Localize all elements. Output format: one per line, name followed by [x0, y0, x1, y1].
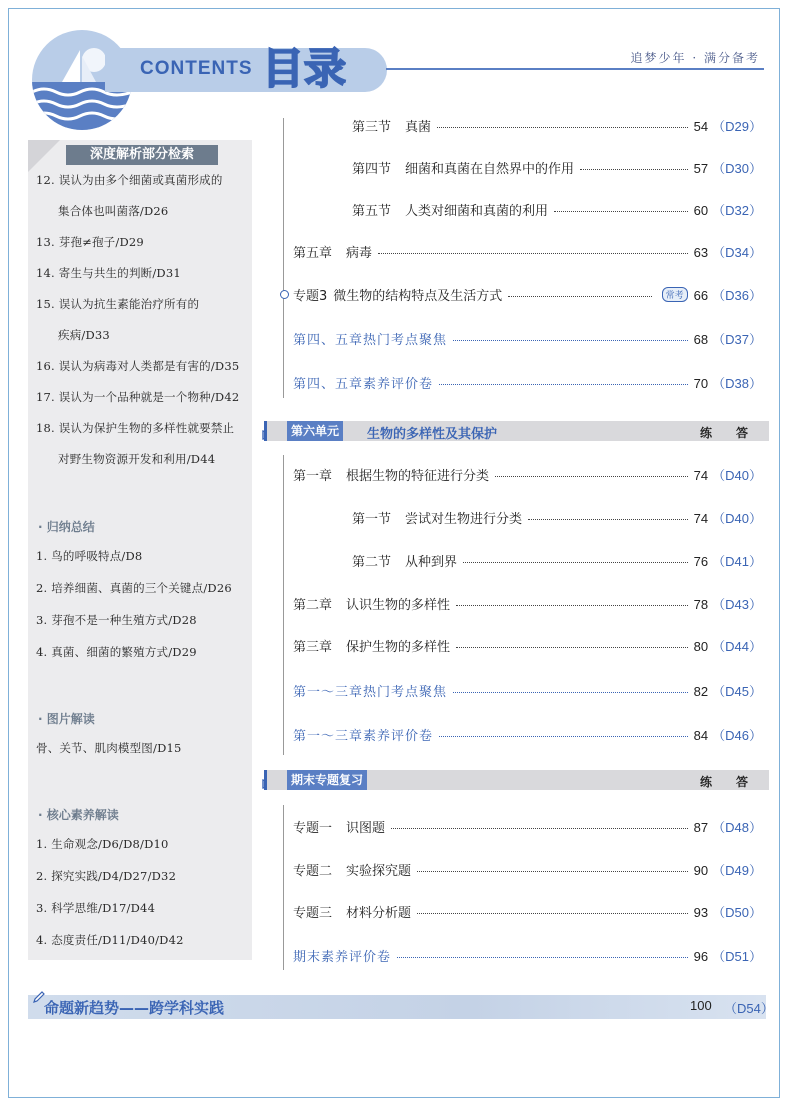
toc-page: 93: [693, 905, 709, 920]
toc-ref: （D29）: [712, 119, 762, 134]
toc-entry[interactable]: [293, 681, 762, 701]
left-panel-title: 深度解析部分检索: [66, 145, 218, 165]
toc-title: 第四、五章素养评价卷: [293, 377, 434, 392]
leader-dots: [495, 476, 688, 477]
toc-title: 人类对细菌和真菌的利用: [405, 204, 549, 219]
special-topic-bullet-icon: [280, 290, 289, 299]
leader-dots: [554, 211, 688, 212]
toc-page: 84: [693, 728, 709, 743]
summary-item: 2. 培养细菌、真菌的三个关键点/D26: [36, 581, 232, 595]
contents-word: CONTENTS: [140, 58, 253, 79]
header-rule: [386, 68, 764, 70]
misconception-item: 13. 芽孢≠孢子/D29: [36, 235, 144, 249]
misconception-item: 16. 误认为病毒对人类都是有害的/D35: [36, 359, 240, 373]
summary-item: 1. 鸟的呼吸特点/D8: [36, 549, 143, 563]
toc-page: 96: [693, 949, 709, 964]
toc-label: 第三章: [293, 640, 333, 655]
misconception-item: 对野生物资源开发和利用/D44: [58, 452, 216, 466]
toc-page: 87: [693, 820, 709, 835]
toc-title: 第四、五章热门考点聚焦: [293, 333, 448, 348]
toc-ref: （D44）: [712, 639, 762, 654]
toc-ref: （D48）: [712, 820, 762, 835]
toc-ref: （D37）: [712, 332, 762, 347]
practice-column-label: 练: [700, 426, 713, 440]
toc-page: 74: [693, 468, 709, 483]
toc-title: 材料分析题: [346, 906, 412, 921]
toc-title: 认识生物的多样性: [346, 598, 451, 613]
toc-entry[interactable]: [293, 373, 762, 393]
toc-ref: （D43）: [712, 597, 762, 612]
toc-page: 68: [693, 332, 709, 347]
toc-label: 第一章: [293, 469, 333, 484]
toc-title: 根据生物的特征进行分类: [346, 469, 490, 484]
toc-label: 专题一: [293, 821, 333, 836]
toc-page: 90: [693, 863, 709, 878]
toc-ref: （D51）: [712, 949, 762, 964]
misconception-item: 17. 误认为一个品种就是一个物种/D42: [36, 390, 240, 404]
toc-ref: （D36）: [712, 288, 762, 303]
toc-label: 第五章: [293, 246, 333, 261]
summary-item: 3. 芽孢不是一种生殖方式/D28: [36, 613, 197, 627]
toc-title: 第一～三章素养评价卷: [293, 729, 434, 744]
toc-label: 第四节: [352, 162, 392, 177]
toc-page: 63: [693, 245, 709, 260]
summary-item: 4. 真菌、细菌的繁殖方式/D29: [36, 645, 197, 659]
toc-title: 尝试对生物进行分类: [405, 512, 523, 527]
slogan: 追梦少年 · 满分备考: [630, 51, 760, 65]
leader-dots: [453, 692, 688, 693]
toc-ref: （D45）: [712, 684, 762, 699]
toc-entry[interactable]: [293, 594, 762, 614]
toc-ref: （D40）: [712, 468, 762, 483]
picture-heading: · 图片解读: [38, 712, 95, 726]
leader-dots: [417, 913, 688, 914]
leader-dots: [508, 296, 651, 297]
toc-entry[interactable]: [293, 860, 762, 880]
toc-label: 专题3: [293, 289, 328, 304]
misconception-item: 14. 寄生与共生的判断/D31: [36, 266, 181, 280]
toc-entry[interactable]: [293, 902, 762, 922]
toc-label: 第二章: [293, 598, 333, 613]
unit6-label: 第六单元: [287, 421, 343, 441]
page-fold-corner: [28, 140, 60, 172]
practice-column-label: 练: [700, 775, 713, 789]
leader-dots: [437, 127, 688, 128]
toc-ref: （D34）: [712, 245, 762, 260]
toc-entry[interactable]: [293, 817, 762, 837]
toc-entry[interactable]: [293, 465, 762, 485]
toc-ref: （D38）: [712, 376, 762, 391]
toc-title: 从种到界: [405, 555, 458, 570]
leader-dots: [456, 605, 688, 606]
toc-entry[interactable]: [352, 200, 762, 220]
toc-entry[interactable]: [293, 636, 762, 656]
final-label: 期末专题复习: [287, 770, 367, 790]
literacy-item: 4. 态度责任/D11/D40/D42: [36, 933, 184, 947]
leader-dots: [453, 340, 688, 341]
toc-page: 70: [693, 376, 709, 391]
toc-entry[interactable]: [293, 329, 762, 349]
leader-dots: [439, 736, 688, 737]
literacy-item: 3. 科学思维/D17/D44: [36, 901, 156, 915]
leader-dots: [456, 647, 688, 648]
toc-page: 54: [693, 119, 709, 134]
toc-ref: （D46）: [712, 728, 762, 743]
toc-ref: （D41）: [712, 554, 762, 569]
misconception-item: 18. 误认为保护生物的多样性就要禁止: [36, 421, 235, 435]
misconception-item: 疾病/D33: [58, 328, 110, 342]
toc-entry[interactable]: [352, 158, 762, 178]
toc-page: 76: [693, 554, 709, 569]
leader-dots: [439, 384, 688, 385]
toc-label: 第三节: [352, 120, 392, 135]
page-title: 目录: [262, 44, 347, 93]
summary-heading: · 归纳总结: [38, 520, 95, 534]
toc-page: 66: [693, 288, 709, 303]
toc-ref: （D30）: [712, 161, 762, 176]
toc-label: 第二节: [352, 555, 392, 570]
toc-title: 真菌: [405, 120, 432, 135]
toc-title: 实验探究题: [346, 864, 412, 879]
answer-column-label: 答: [736, 775, 749, 789]
toc-entry[interactable]: [352, 551, 762, 571]
toc-entry[interactable]: [352, 116, 762, 136]
toc-guide-line: [283, 805, 284, 970]
leader-dots: [417, 871, 688, 872]
toc-entry[interactable]: [293, 725, 762, 745]
toc-title: 细菌和真菌在自然界中的作用: [405, 162, 575, 177]
toc-title: 识图题: [346, 821, 386, 836]
misconception-item: 15. 误认为抗生素能治疗所有的: [36, 297, 200, 311]
picture-item: 骨、关节、肌肉模型图/D15: [36, 741, 182, 755]
toc-entry[interactable]: [293, 285, 762, 305]
trend-title[interactable]: 命题新趋势——跨学科实践: [44, 999, 225, 1017]
toc-page: 100: [690, 998, 712, 1013]
leader-dots: [378, 253, 688, 254]
toc-label: 第五节: [352, 204, 392, 219]
toc-page: 60: [693, 203, 709, 218]
toc-ref: （D49）: [712, 863, 762, 878]
leader-dots: [463, 562, 688, 563]
literacy-item: 2. 探究实践/D4/D27/D32: [36, 869, 177, 883]
misconception-item: 集合体也叫菌落/D26: [58, 204, 169, 218]
leader-dots: [391, 828, 688, 829]
toc-title: 微生物的结构特点及生活方式: [333, 289, 503, 304]
leader-dots: [397, 957, 688, 958]
toc-entry[interactable]: [293, 946, 762, 966]
literacy-item: 1. 生命观念/D6/D8/D10: [36, 837, 169, 851]
toc-label: 第一节: [352, 512, 392, 527]
toc-page: 78: [693, 597, 709, 612]
toc-entry[interactable]: [352, 508, 762, 528]
toc-title: 第一～三章热门考点聚焦: [293, 685, 448, 700]
literacy-heading: · 核心素养解读: [38, 808, 119, 822]
toc-label: 专题三: [293, 906, 333, 921]
toc-page: 82: [693, 684, 709, 699]
toc-title: 保护生物的多样性: [346, 640, 451, 655]
unit6-title: 生物的多样性及其保护: [367, 427, 498, 442]
toc-ref: （D50）: [712, 905, 762, 920]
toc-entry[interactable]: [293, 242, 762, 262]
misconception-item: 12. 误认为由多个细菌或真菌形成的: [36, 173, 223, 187]
toc-guide-line: [283, 118, 284, 398]
leader-dots: [528, 519, 688, 520]
toc-ref: （D40）: [712, 511, 762, 526]
frequent-badge: 常考: [662, 287, 688, 302]
leader-dots: [580, 169, 688, 170]
toc-ref: （D54）: [724, 1001, 774, 1016]
toc-ref: （D32）: [712, 203, 762, 218]
toc-guide-line: [283, 455, 284, 755]
toc-page: 74: [693, 511, 709, 526]
toc-page: 57: [693, 161, 709, 176]
toc-title: 病毒: [346, 246, 373, 261]
toc-label: 专题二: [293, 864, 333, 879]
answer-column-label: 答: [736, 426, 749, 440]
toc-title: 期末素养评价卷: [293, 950, 392, 965]
toc-page: 80: [693, 639, 709, 654]
